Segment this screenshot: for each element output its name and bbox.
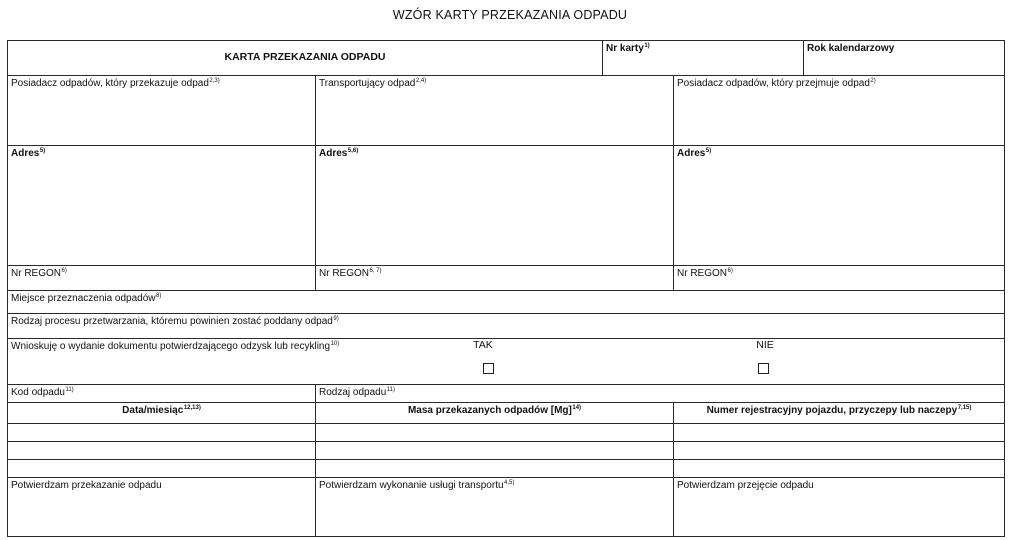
waste-code-field[interactable] [7,384,316,403]
transporter-field[interactable] [315,75,674,146]
process-footnote: 9) [333,316,339,322]
table-cell-mass[interactable] [315,441,674,460]
holder-receiving-field[interactable] [673,75,1005,146]
transporter-footnote: 2,4) [415,78,427,84]
regon-transporter-field[interactable] [315,265,674,291]
holder-receiving-label: Posiadacz odpadów, który przejmuje odpad [677,78,870,89]
holder-transferring-field[interactable] [7,75,316,146]
regon-receiving-field[interactable] [673,265,1005,291]
destination-label: Miejsce przeznaczenia odpadów [11,293,156,304]
regon-receiving-label: Nr REGON [677,268,727,279]
column-header-mass [315,402,674,424]
recovery-request-row [7,338,1005,385]
address-transferring-field[interactable] [7,145,316,266]
card-number-footnote: 1) [644,43,650,49]
address-transporter-field[interactable] [315,145,674,266]
regon-transporter-label: Nr REGON [319,268,369,279]
address-transporter-label: Adres [319,148,348,159]
table-cell-vehicle[interactable] [673,459,1005,478]
confirm-receipt-field[interactable] [673,477,1005,537]
column-header-mass-footnote: 14) [572,405,582,411]
waste-type-footnote: 11) [386,387,396,393]
card-title-cell [7,40,603,76]
waste-code-label: Kod odpadu [11,387,65,398]
regon-transferring-label: Nr REGON [11,268,61,279]
regon-transferring-field[interactable] [7,265,316,291]
address-transporter-footnote: 5,6) [347,148,359,154]
recovery-no-checkbox[interactable] [758,363,769,374]
transporter-label: Transportujący odpad [319,78,416,89]
address-transferring-footnote: 5) [39,148,46,154]
regon-receiving-footnote: 6) [727,268,733,274]
process-field[interactable] [7,313,1005,339]
confirm-transport-footnote: 4,5) [504,480,515,486]
recovery-request-label: Wnioskuję o wydanie dokumentu potwierdzającego odzysk lub recykling [11,341,331,352]
regon-transferring-footnote: 6) [61,268,67,274]
address-receiving-label: Adres [677,148,706,159]
recovery-no-label: NIE [756,339,774,351]
column-header-vehicle-label: Numer rejestracyjny pojazdu, przyczepy lub naczepy [706,405,958,416]
table-cell-date[interactable] [7,459,316,478]
table-cell-vehicle[interactable] [673,441,1005,460]
calendar-year-field[interactable] [803,40,1005,76]
holder-transferring-label: Posiadacz odpadów, który przekazuje odpad [11,78,209,89]
recovery-yes-label: TAK [473,339,493,351]
holder-transferring-footnote: 2,3) [209,78,220,84]
waste-transfer-card-form [7,40,1004,540]
table-cell-mass[interactable] [315,423,674,442]
column-header-date [7,402,316,424]
destination-footnote: 8) [156,293,162,299]
waste-type-label: Rodzaj odpadu [319,387,387,398]
column-header-vehicle [673,402,1005,424]
confirm-transport-field[interactable] [315,477,674,537]
address-receiving-footnote: 5) [705,148,712,154]
process-label: Rodzaj procesu przetwarzania, któremu powinien zostać poddany odpad [11,316,333,327]
confirm-transport-label: Potwierdzam wykonanie usługi transportu [319,480,504,491]
confirm-transfer-label: Potwierdzam przekazanie odpadu [11,480,162,491]
card-number-label: Nr karty [606,43,644,54]
confirm-receipt-label: Potwierdzam przejęcie odpadu [677,480,814,491]
table-cell-mass[interactable] [315,459,674,478]
waste-type-field[interactable] [315,384,1005,403]
holder-receiving-footnote: 2) [870,78,876,84]
card-number-field[interactable] [602,40,804,76]
column-header-date-label: Data/miesiąc [122,405,184,416]
table-cell-vehicle[interactable] [673,423,1005,442]
recovery-request-footnote: 10) [330,341,340,347]
column-header-date-footnote: 12,13) [183,405,201,411]
regon-transporter-footnote: 6, 7) [369,268,382,274]
confirm-transfer-field[interactable] [7,477,316,537]
destination-field[interactable] [7,290,1005,314]
card-title: KARTA PRZEKAZANIA ODPADU [224,51,386,63]
table-cell-date[interactable] [7,423,316,442]
table-cell-date[interactable] [7,441,316,460]
column-header-vehicle-footnote: 7,15) [957,405,972,411]
address-receiving-field[interactable] [673,145,1005,266]
recovery-yes-checkbox[interactable] [483,363,494,374]
document-title: WZÓR KARTY PRZEKAZANIA ODPADU [392,8,628,22]
calendar-year-label: Rok kalendarzowy [807,43,895,54]
address-transferring-label: Adres [11,148,40,159]
waste-code-footnote: 11) [65,387,74,393]
column-header-mass-label: Masa przekazanych odpadów [Mg] [407,405,572,416]
